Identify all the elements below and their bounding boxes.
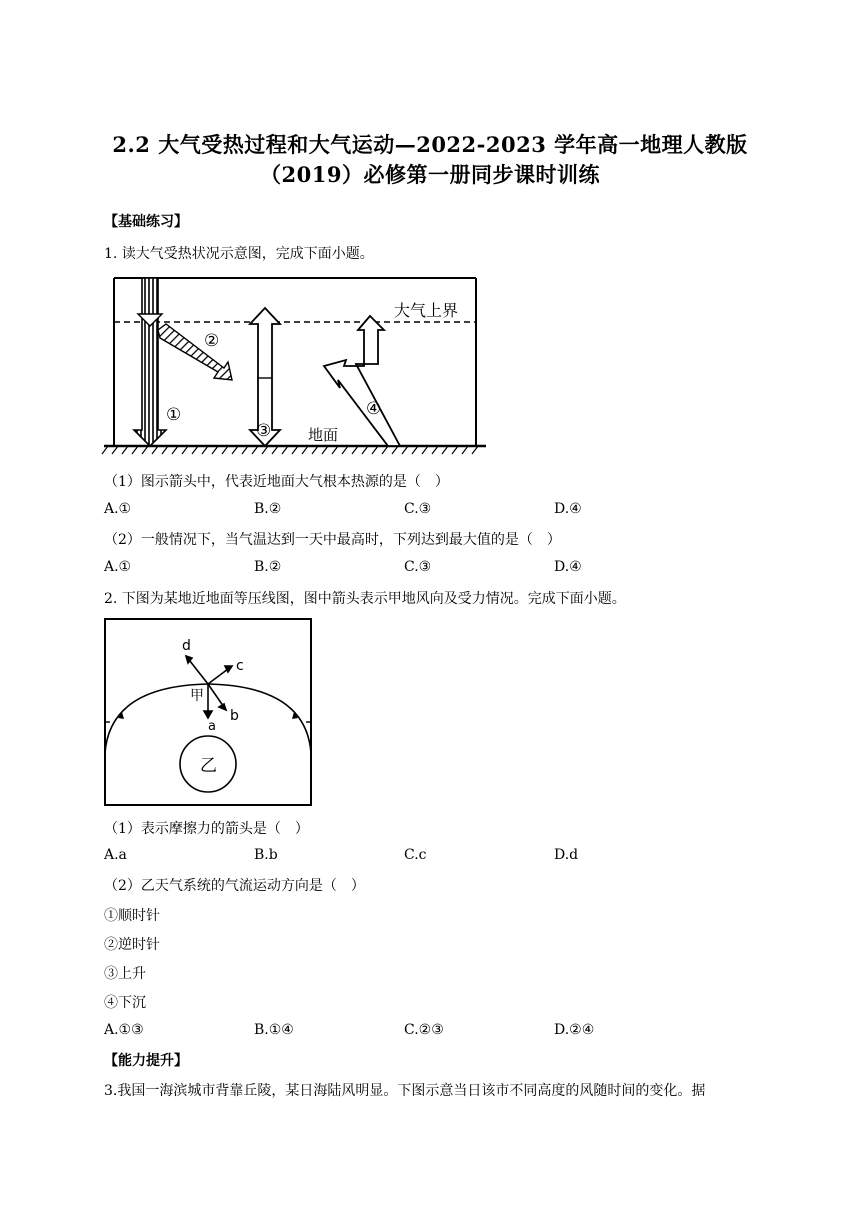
question-2-stem: 2. 下图为某地近地面等压线图，图中箭头表示甲地风向及受力情况。完成下面小题。 <box>104 591 626 607</box>
q2-sub2-item-4: ④下沉 <box>104 995 146 1011</box>
q1-sub2-option-b[interactable]: B.② <box>254 559 282 575</box>
label-a: a <box>208 719 216 734</box>
question-2-sub1-stem: （1）表示摩擦力的箭头是（ ） <box>104 821 309 837</box>
question-1-stem: 1. 读大气受热状况示意图，完成下面小题。 <box>104 246 374 262</box>
q2-sub2-item-3: ③上升 <box>104 966 146 982</box>
q1-sub1-option-d[interactable]: D.④ <box>554 501 582 517</box>
q1-sub2-option-d[interactable]: D.④ <box>554 559 582 575</box>
label-d: d <box>182 638 191 654</box>
label-yi: 乙 <box>200 756 217 776</box>
label-ground: 地面 <box>308 426 339 444</box>
q2-sub2-item-2: ②逆时针 <box>104 937 160 953</box>
arrow-1-solar-radiation <box>134 278 166 446</box>
mark-2: ② <box>204 331 220 351</box>
q2-sub1-option-d[interactable]: D.d <box>554 847 579 863</box>
label-atmosphere-top: 大气上界 <box>394 301 459 320</box>
q2-sub1-option-b[interactable]: B.b <box>254 847 278 863</box>
q2-sub1-option-c[interactable]: C.c <box>404 847 427 863</box>
q2-sub2-item-1: ①顺时针 <box>104 908 160 924</box>
q1-sub2-option-a[interactable]: A.① <box>104 559 132 575</box>
question-1-sub2-stem: （2）一般情况下，当气温达到一天中最高时，下列达到最大值的是（ ） <box>104 532 561 548</box>
q1-sub1-option-a[interactable]: A.① <box>104 501 132 517</box>
q2-sub2-option-a[interactable]: A.①③ <box>104 1022 144 1038</box>
mark-4: ④ <box>366 399 382 419</box>
isobar-diagram <box>104 618 312 808</box>
mark-3: ③ <box>256 421 272 441</box>
ground-hatching <box>102 446 478 454</box>
q2-sub2-option-b[interactable]: B.①④ <box>254 1022 294 1038</box>
question-1-sub1-stem: （1）图示箭头中，代表近地面大气根本热源的是（ ） <box>104 474 449 490</box>
q1-sub2-option-c[interactable]: C.③ <box>404 559 432 575</box>
question-3-stem: 3.我国一海滨城市背靠丘陵，某日海陆风明显。下图示意当日该市不同高度的风随时间的变化。据 <box>104 1083 706 1099</box>
document-title-line2: （2019）必修第一册同步课时训练 <box>260 162 600 187</box>
section-heading-basic: 【基础练习】 <box>104 214 188 230</box>
document-title-line1: 2.2 大气受热过程和大气运动—2022-2023 学年高一地理人教版 <box>112 132 748 157</box>
arrow-2-reflection <box>158 324 232 380</box>
q2-sub2-option-c[interactable]: C.②③ <box>404 1022 444 1038</box>
q1-sub1-option-c[interactable]: C.③ <box>404 501 432 517</box>
question-2-sub2-stem: （2）乙天气系统的气流运动方向是（ ） <box>104 878 365 894</box>
atmosphere-heating-diagram <box>100 268 490 456</box>
q1-sub1-option-b[interactable]: B.② <box>254 501 282 517</box>
label-b: b <box>230 708 239 724</box>
q2-sub1-option-a[interactable]: A.a <box>104 847 127 863</box>
q2-sub2-option-d[interactable]: D.②④ <box>554 1022 595 1038</box>
section-heading-advanced: 【能力提升】 <box>104 1053 188 1069</box>
mark-1: ① <box>166 405 182 425</box>
label-c: c <box>236 658 244 674</box>
label-jia: 甲 <box>190 688 204 704</box>
